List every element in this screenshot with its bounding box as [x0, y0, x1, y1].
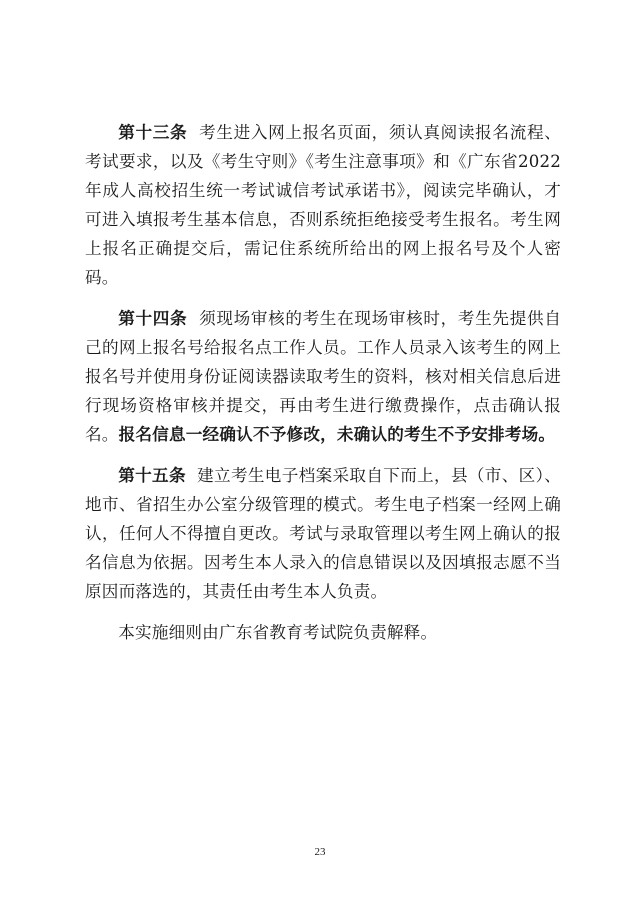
article-14-text: 须现场审核的考生在现场审核时，考生先提供自己的网上报名号给报名点工作人员。工作人员录入该考生的网上报名号并使用身份证阅读器读取考生的资料，核对相关信息后进行现场资格审核并提交，再由考生进行缴费操作，点击确认报名。: [85, 309, 561, 444]
article-15-label: 第十五条: [118, 465, 186, 485]
article-14-emphasis: 报名信息一经确认不予修改，未确认的考生不予安排考场。: [118, 424, 556, 444]
article-15-paragraph: [85, 461, 561, 606]
article-13-paragraph: [85, 118, 561, 292]
interpretation-text: 本实施细则由广东省教育考试院负责解释。: [118, 623, 438, 642]
article-14-label: 第十四条: [118, 308, 188, 328]
article-13-text: 考生进入网上报名页面，须认真阅读报名流程、考试要求，以及《考生守则》《考生注意事项》和《广东省2022年成人高校招生统一考试诚信考试承诺书》，阅读完毕确认，才可进入填报考生基本信息，否则系统拒绝接受考生报名。考生网上报名正确提交后，需记住系统所给出的网上报名号及个人密码。: [85, 123, 561, 287]
page-number: 23: [314, 846, 326, 858]
article-13-label: 第十三条: [118, 122, 188, 142]
article-15-text: 建立考生电子档案采取自下而上，县（市、区）、地市、省招生办公室分级管理的模式。考生电子档案一经网上确认，任何人不得擅自更改。考试与录取管理以考生网上确认的报名信息为依据。因考生本人录入的信息错误以及因填报志愿不当原因而落选的，其责任由考生本人负责。: [85, 466, 561, 601]
article-14-paragraph: [85, 304, 561, 449]
interpretation-paragraph: [85, 618, 561, 647]
document-body: [85, 118, 561, 659]
